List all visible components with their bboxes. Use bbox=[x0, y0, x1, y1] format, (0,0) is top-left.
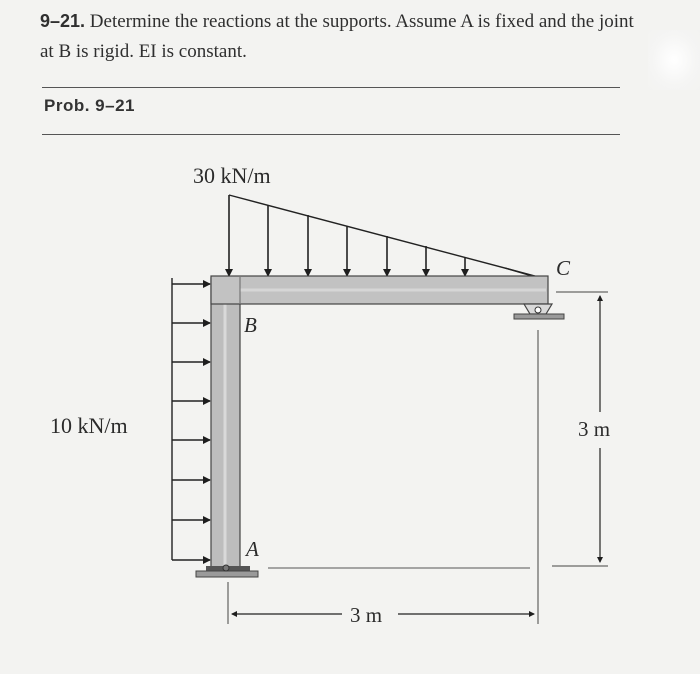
top-load-label: 30 kN/m bbox=[193, 163, 271, 188]
fixed-support-a bbox=[196, 565, 258, 577]
side-load-label: 10 kN/m bbox=[50, 413, 128, 438]
roller-support-c bbox=[514, 304, 564, 319]
height-dimension-label: 3 m bbox=[578, 417, 611, 441]
support-c-label: C bbox=[556, 256, 571, 280]
problem-statement-text: Determine the reactions at the supports. Assume A is fixed and the joint at B is rigid. EI is constant. bbox=[40, 11, 634, 62]
width-dimension-label: 3 m bbox=[350, 603, 383, 627]
width-dimension bbox=[228, 330, 538, 624]
support-a-label: A bbox=[246, 537, 259, 561]
joint-b-label: B bbox=[244, 313, 257, 337]
problem-number: 9–21. bbox=[40, 11, 86, 31]
triangular-load bbox=[229, 195, 535, 276]
uniform-side-load bbox=[172, 278, 210, 560]
problem-label: Prob. 9–21 bbox=[44, 96, 135, 115]
